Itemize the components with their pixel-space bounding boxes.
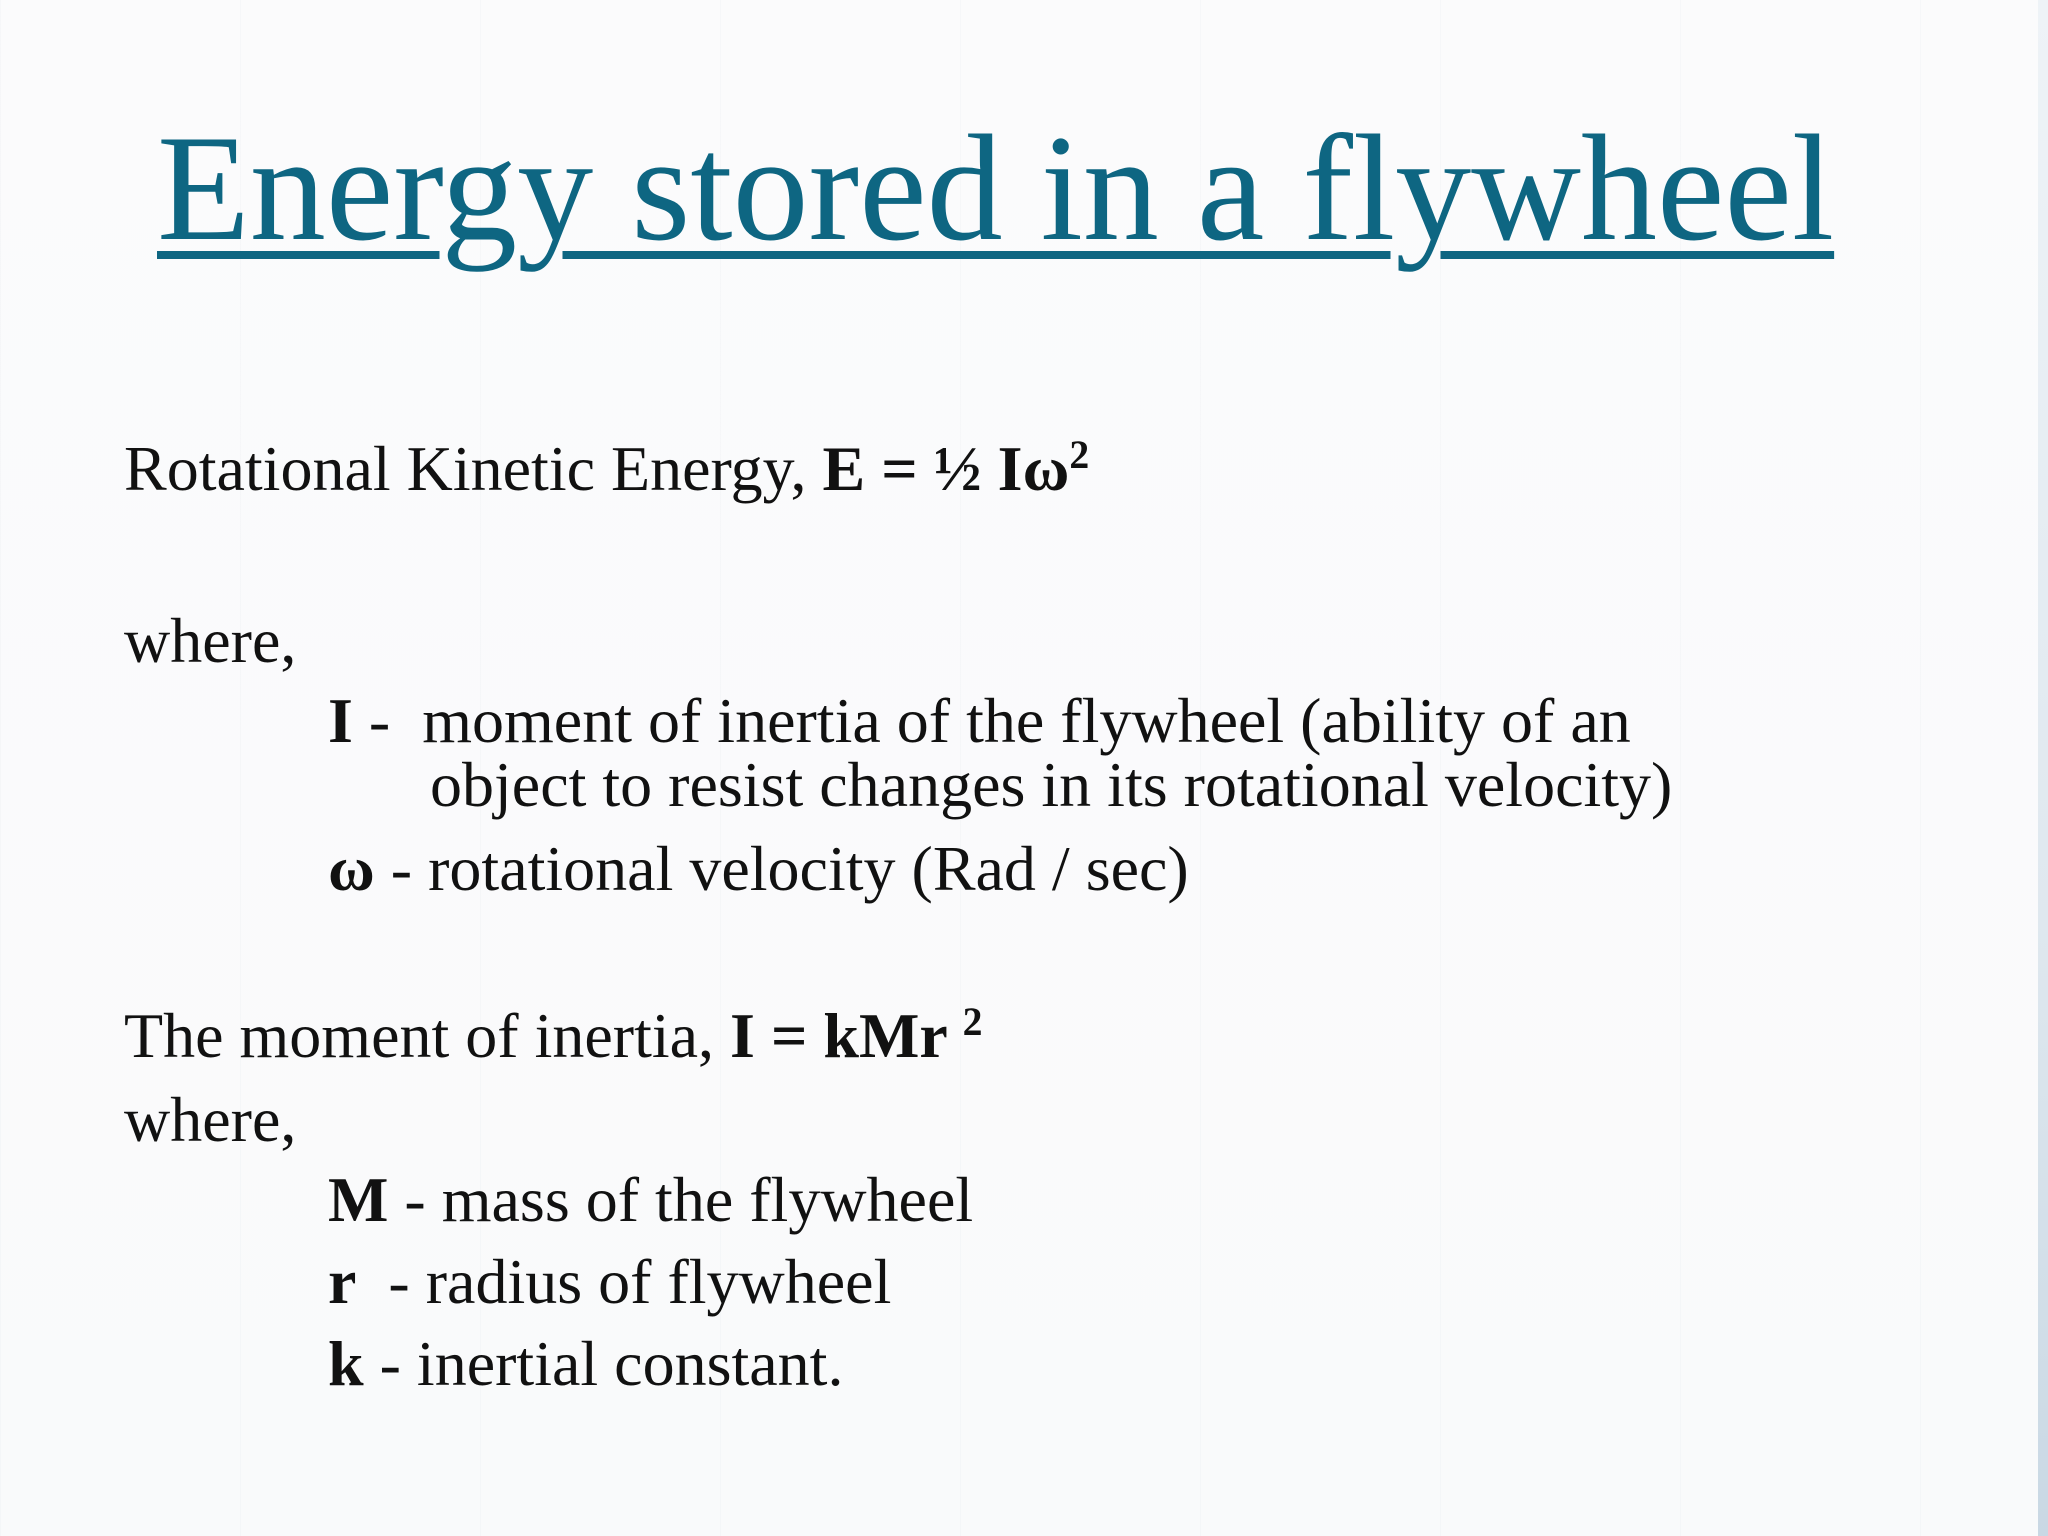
definition-text: object to resist changes in its rotational velocity) (430, 749, 1673, 820)
definition-separator: - (352, 685, 423, 756)
inertia-line (124, 1000, 983, 1071)
definition-text: inertial constant. (416, 1328, 844, 1399)
definition-text: radius of flywheel (425, 1246, 892, 1317)
definition-separator: - (374, 833, 429, 904)
energy-line (124, 433, 1090, 504)
energy-formula: E = ½ Iω (822, 433, 1070, 504)
definition-omega (328, 833, 1189, 904)
slide-title: Energy stored in a flywheel (157, 104, 1835, 272)
slide-edge (2038, 0, 2048, 1536)
definition-inertia (328, 685, 1631, 756)
definition-text: moment of inertia of the flywheel (ability of an (422, 685, 1631, 756)
definition-inertia-continued (430, 749, 1673, 820)
inertia-exponent: 2 (962, 1000, 983, 1045)
inertia-label: The moment of inertia, (124, 1000, 731, 1071)
definition-text: mass of the flywheel (441, 1164, 974, 1235)
definition-symbol: I (328, 685, 353, 756)
definition-text: rotational velocity (Rad / sec) (428, 833, 1189, 904)
definition-constant (328, 1328, 844, 1399)
definition-radius (328, 1246, 892, 1317)
definition-symbol: M (328, 1164, 389, 1235)
definition-symbol: ω (328, 833, 375, 904)
definition-mass (328, 1164, 974, 1235)
inertia-formula: I = kMr (730, 1000, 963, 1071)
definition-symbol: r (328, 1246, 357, 1317)
where-label-1: where, (124, 605, 297, 676)
energy-exponent: 2 (1069, 433, 1090, 478)
definition-separator: - (356, 1246, 426, 1317)
definition-separator: - (363, 1328, 417, 1399)
definition-separator: - (388, 1164, 442, 1235)
energy-label: Rotational Kinetic Energy, (124, 433, 823, 504)
where-label-2: where, (124, 1084, 297, 1155)
definition-symbol: k (328, 1328, 364, 1399)
